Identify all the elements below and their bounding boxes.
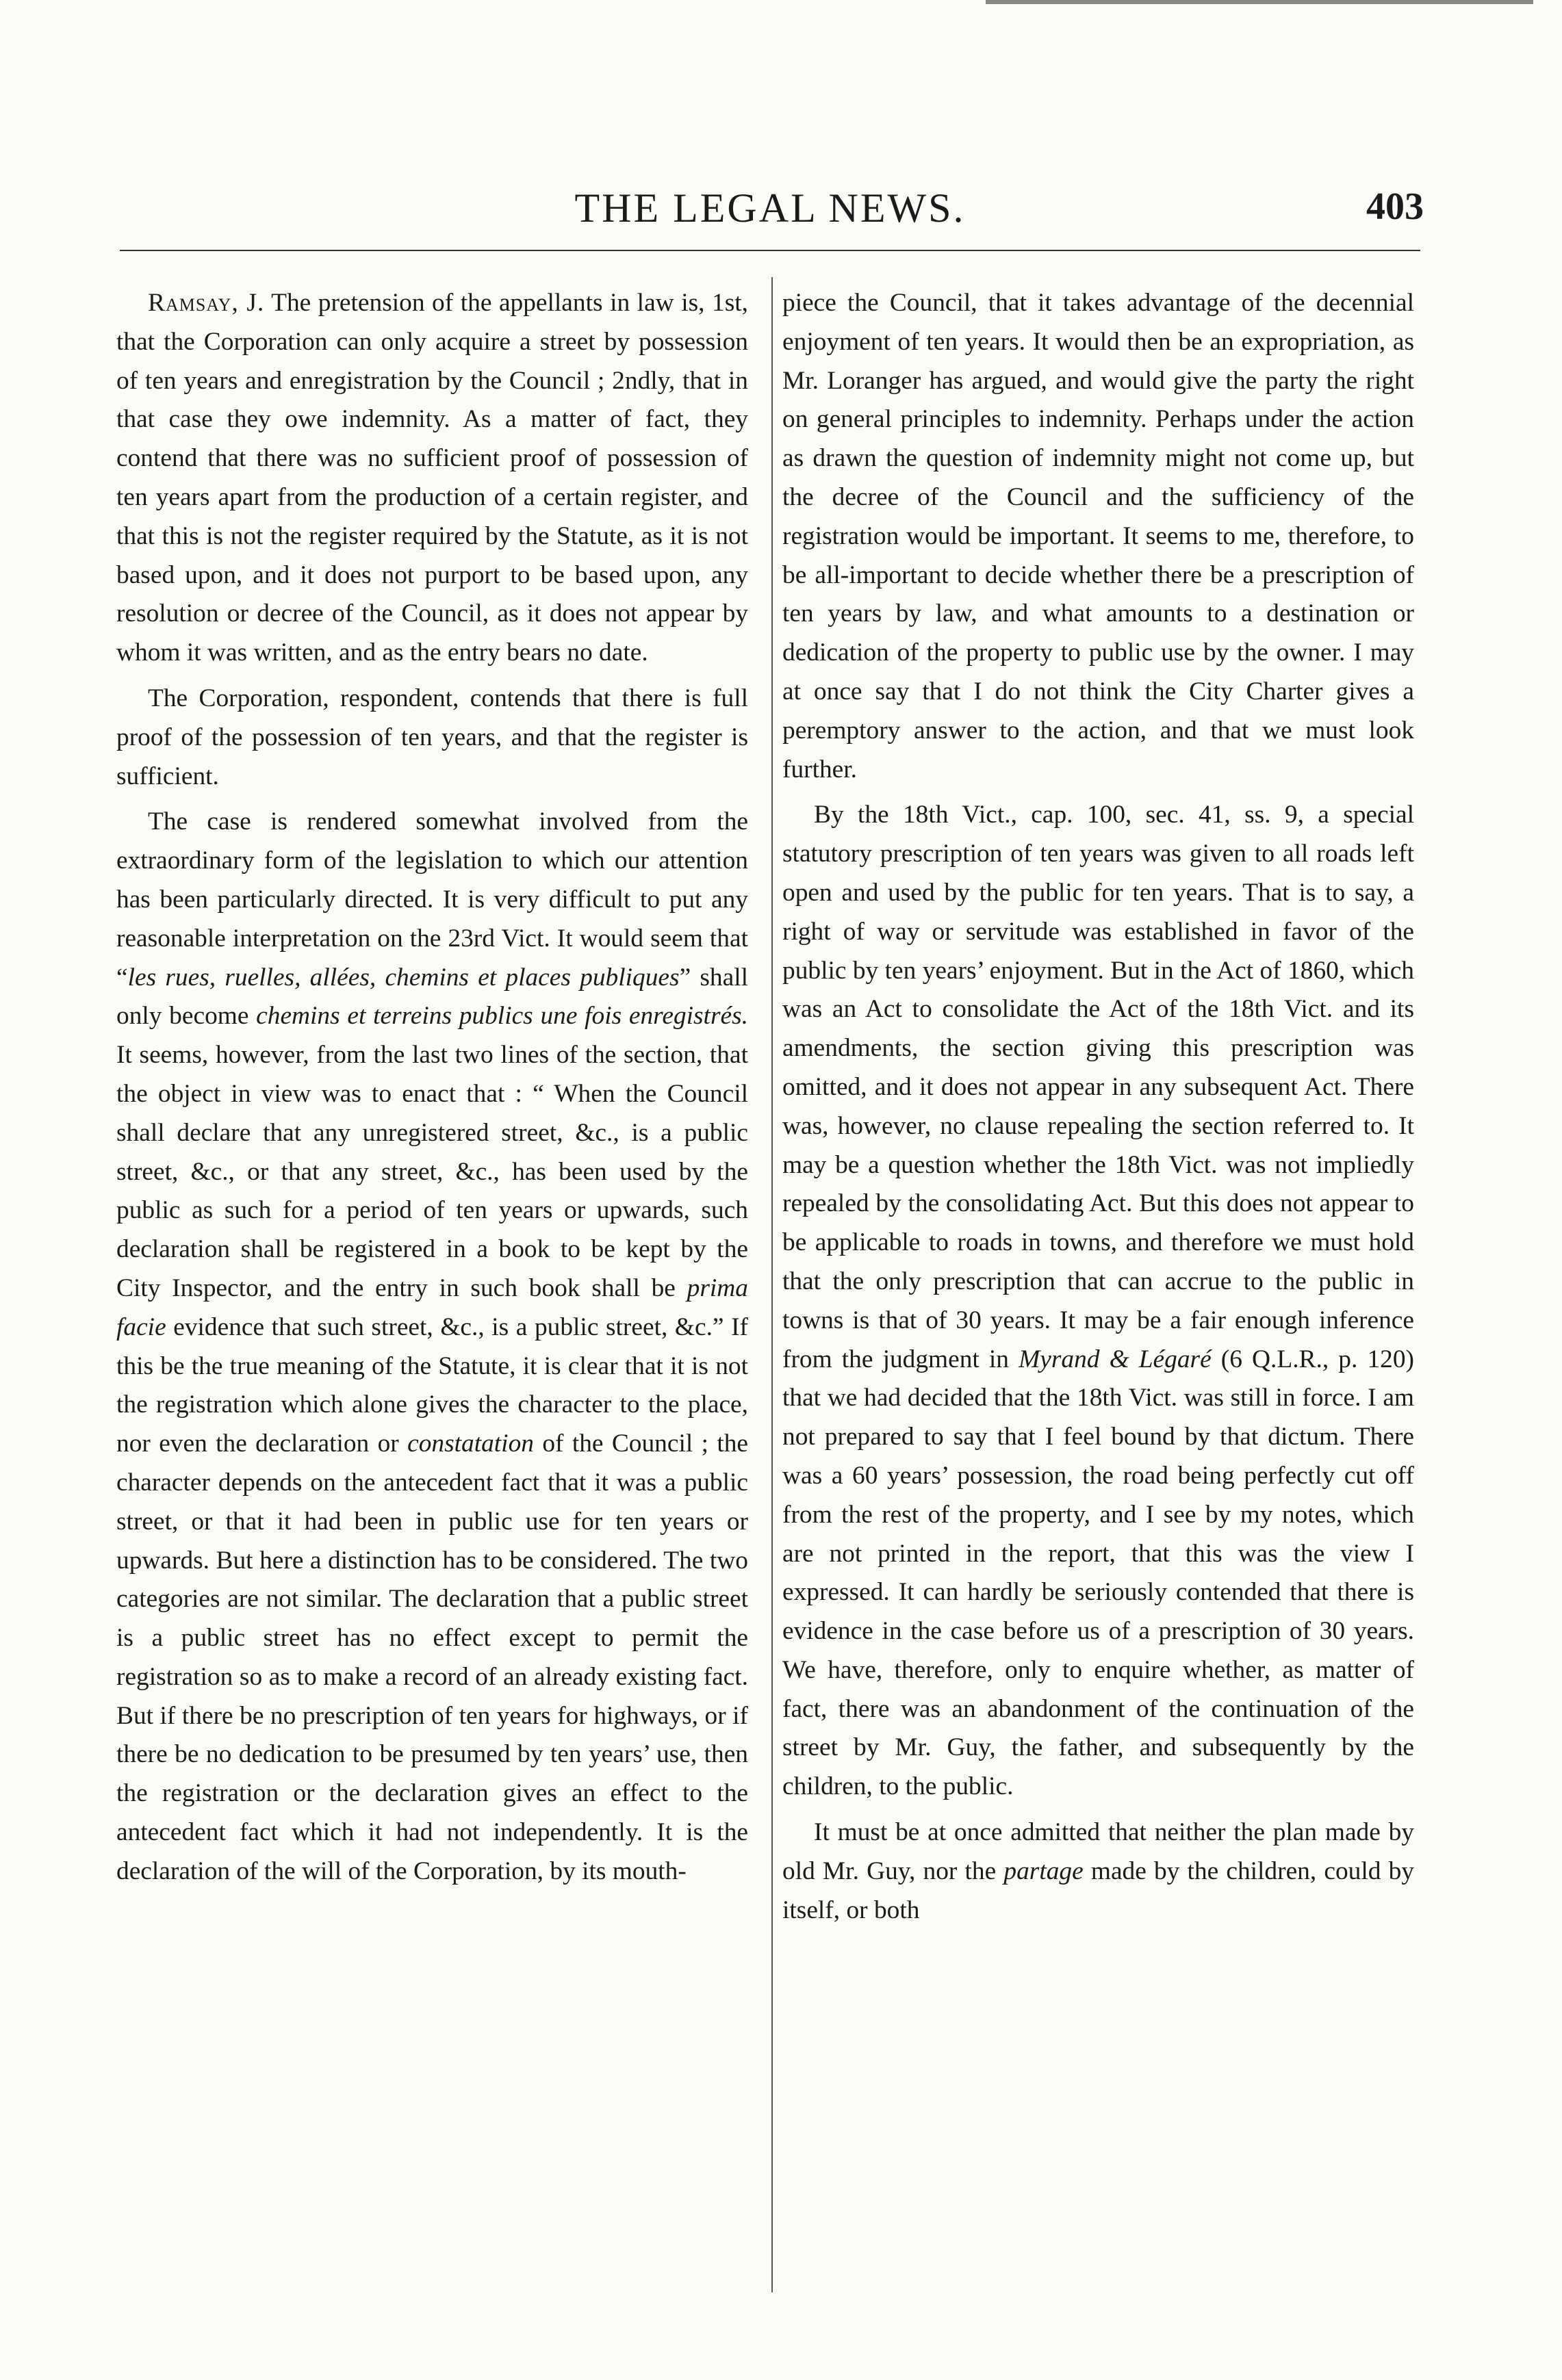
top-edge-rule	[986, 0, 1533, 4]
paragraph	[782, 796, 1414, 1807]
paragraph: piece the Council, that it takes advantage of the decennial enjoyment of ten years. It would then be an expropriation, as Mr. Loranger has argued, and would give the party the right on general principles to indemnity. Perhaps under the action as drawn the question of indemnity might not come up, but the decree of the Council and the sufficiency of the registration would be important. It seems to me, therefore, to be all-important to decide whether there be a prescription of ten years by law, and what amounts to a destination or dedication of the property to public use by the owner. I may at once say that I do not think the City Charter gives a peremptory answer to the action, and that we must look further.	[782, 289, 1414, 784]
paragraph	[116, 284, 748, 673]
column-divider	[771, 277, 773, 2292]
running-title: THE LEGAL NEWS.	[574, 185, 966, 231]
text-run: It must be at once admitted that neither the plan made by old Mr. Guy, nor the	[782, 1818, 1414, 1885]
italic-phrase: chemins et terreins publics une fois enregistrés.	[256, 1002, 748, 1031]
italic-phrase: prima facie	[116, 1273, 748, 1341]
paragraph	[116, 803, 748, 1891]
text-run: By the 18th Vict., cap. 100, sec. 41, ss. 9, a special statutory prescription of ten years was given to all roads left open and used by the public for ten years. That is to say, a right of way or servitude was established in favor of the public by ten years’ enjoyment. But in the Act of 1860, which was an Act to consolidate the Act of the 18th Vict. and its amendments, the section giving this prescription was omitted, and it does not appear in any subsequent Act. There was, however, no clause repealing the section referred to. It may be a question whether the 18th Vict. was not impliedly repealed by the consolidating Act. But this does not appear to be applicable to roads in towns, and therefore we must hold that the only prescription that can accrue to the public in towns is that of 30 years. It may be a fair enough inference from the judgment in	[782, 801, 1414, 1373]
paragraph: The Corporation, respondent, contends that there is full proof of the possession of ten years, and that the register is sufficient.	[116, 684, 748, 790]
text-run: made by the children, could by itself, or both	[782, 1857, 1414, 1924]
italic-phrase: les rues, ruelles, allées, chemins et places publiques	[127, 963, 680, 992]
paragraph	[782, 1813, 1414, 1930]
text-run: It seems, however, from the last two lines of the section, that the object in view was to enact that : “ When the Council shall declare that any unregistered street, &c., is a public street, &c., or that any street, &c., has been used by the public as such for a period of ten years or upwards, such declaration shall be registered in a book to be kept by the City Inspector, and the entry in such book shall be	[116, 1041, 748, 1302]
left-column	[116, 284, 748, 1898]
text-run: (6 Q.L.R., p. 120) that we had decided that the 18th Vict. was still in force. I am not prepared to say that I feel bound by that dictum. There was a 60 years’ possession, the road being perfectly cut off from the rest of the property, and I see by my notes, which are not printed in the report, that this was the view I expressed. It can hardly be seriously contended that there is evidence in the case before us of a prescription of 30 years. We have, therefore, only to enquire whether, as matter of fact, there was an abandonment of the continuation of the street by Mr. Guy, the father, and subsequently by the children, to the public.	[782, 1345, 1414, 1801]
text-run: of the Council ; the character depends on the antecedent fact that it was a public street, or that it had been in public use for ten years or upwards. But here a distinction has to be considered. The two categories are not similar. The declaration that a public street is a public street has no effect except to permit the registration so as to make a record of an already existing fact. But if there be no prescription of ten years for highways, or if there be no dedication to be presumed by ten years’ use, then the registration or the declaration gives an effect to the antecedent fact which it had not independently. It is the declaration of the will of the Corporation, by its mouth-	[116, 1430, 749, 1885]
header-rule	[120, 250, 1420, 251]
italic-phrase: constatation	[407, 1430, 534, 1458]
page-number: 403	[1366, 185, 1424, 228]
text-run: The case is rendered somewhat involved from the extraordinary form of the legislation to which our attention has been particularly directed. It is very difficult to put any reasonable interpretation on the 23rd Vict. It would seem that “	[116, 807, 748, 992]
right-column	[782, 284, 1414, 1937]
case-name: Myrand & Légaré	[1019, 1345, 1212, 1373]
judge-name: Ramsay, J.	[148, 289, 265, 317]
italic-phrase: partage	[1003, 1857, 1084, 1885]
text-run: ” shall only become	[116, 963, 748, 1031]
page-header	[116, 185, 1424, 246]
text-run: evidence that such street, &c., is a public street, &c.” If this be the true meaning of the Statute, it is clear that it is not the registration which alone gives the character to the place, nor even the declaration or	[116, 1312, 748, 1458]
paragraph-text: The pretension of the appellants in law is, 1st, that the Corporation can only acquire a street by possession of ten years and enregistration by the Council ; 2ndly, that in that case they owe indemnity. As a matter of fact, they contend that there was no sufficient proof of possession of ten years apart from the production of a certain register, and that this is not the register required by the Statute, as it is not based upon, and it does not purport to be based upon, any resolution or decree of the Council, as it does not appear by whom it was written, and as the entry bears no date.	[116, 289, 748, 667]
